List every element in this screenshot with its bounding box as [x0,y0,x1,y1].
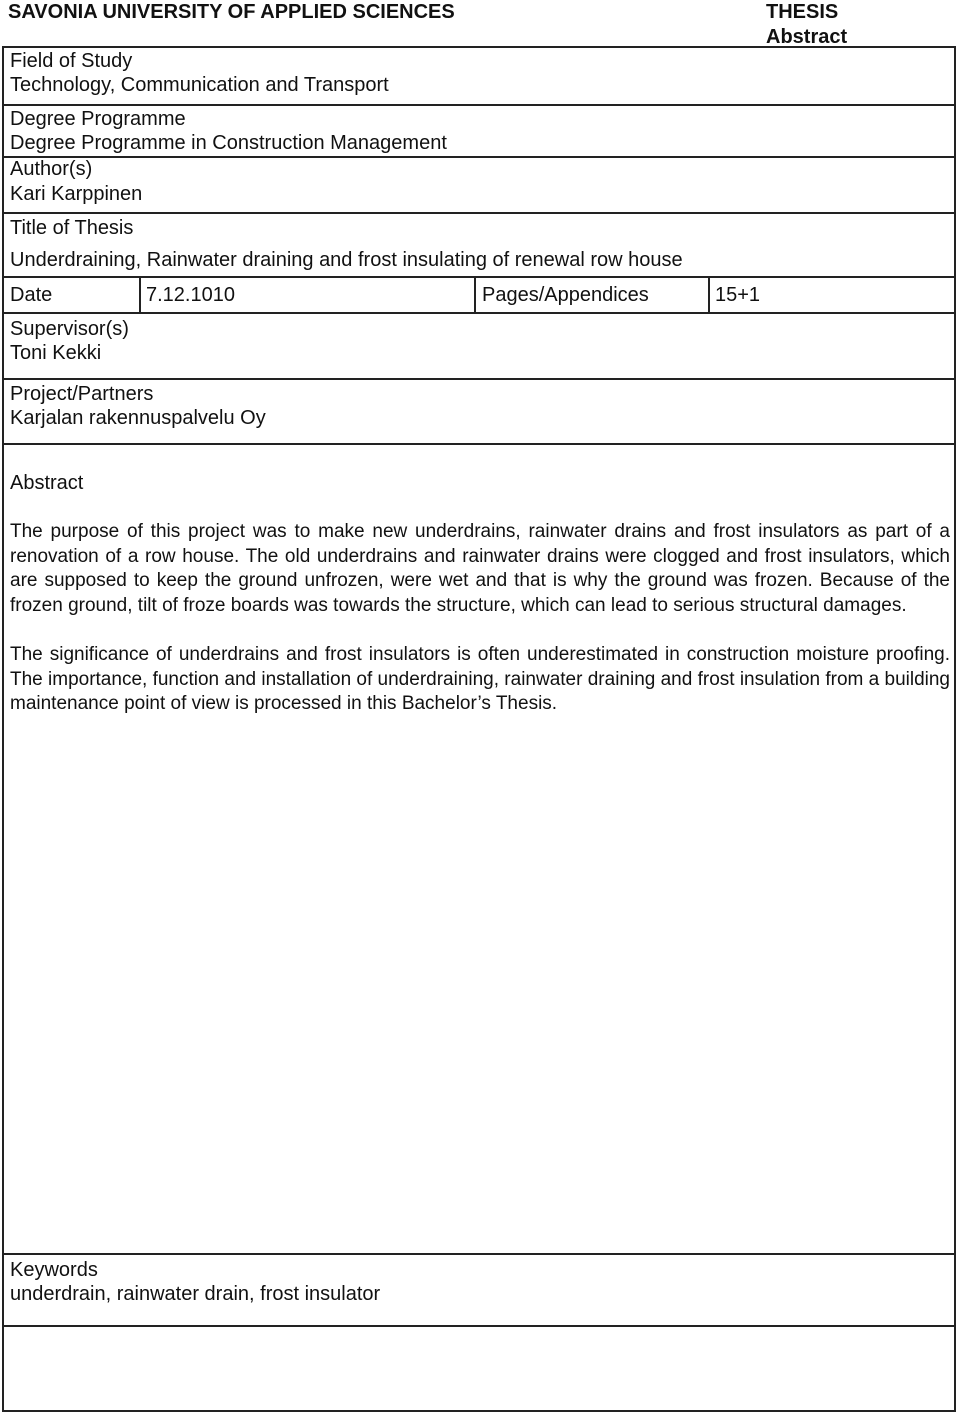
degree-programme-value: Degree Programme in Construction Management [10,132,447,154]
keywords-label: Keywords [10,1259,98,1281]
doc-subtype: Abstract [766,26,848,48]
degree-programme-label: Degree Programme [10,108,186,130]
supervisors-value: Toni Kekki [10,342,102,364]
divider-partners [2,443,956,445]
title-label: Title of Thesis [10,217,134,239]
date-row-divider-3 [708,276,710,312]
divider-supervisors [2,378,956,380]
partners-value: Karjalan rakennuspalvelu Oy [10,407,266,429]
divider-title [2,276,956,278]
date-label: Date [10,284,53,306]
abstract-paragraph-1: The purpose of this project was to make new underdrains, rainwater drains and frost insulators as part of a renovation of a row house. The old underdrains and rainwater drains were clogged and frost insulators, which are supposed to keep the ground unfrozen, were wet and that is why the ground was frozen. Because of the frozen ground, tilt of froze boards was towards the structure, which can lead to serious structural damages. [10,521,950,616]
divider-degree-programme [2,156,956,158]
supervisors-label: Supervisor(s) [10,318,129,340]
title-value: Underdraining, Rainwater draining and frost insulating of renewal row house [10,249,683,271]
divider-keywords [2,1325,956,1327]
date-row-divider-2 [474,276,476,312]
institution-name: SAVONIA UNIVERSITY OF APPLIED SCIENCES [8,1,455,23]
date-row-divider-1 [139,276,141,312]
keywords-value: underdrain, rainwater drain, frost insulator [10,1283,381,1305]
date-value: 7.12.1010 [146,284,235,306]
pages-value: 15+1 [715,284,761,306]
abstract-label: Abstract [10,472,84,494]
doc-type-block [766,0,847,50]
field-of-study-label: Field of Study [10,50,133,72]
abstract-paragraph-2: The significance of underdrains and frost insulators is often underestimated in construction moisture proofing. The importance, function and installation of underdraining, rainwater draining and frost insulation from a building maintenance point of view is processed in this Bachelor’s Thesis. [10,643,950,715]
divider-abstract [2,1253,956,1255]
authors-value: Kari Karppinen [10,183,143,205]
authors-label: Author(s) [10,158,93,180]
abstract-body [10,520,950,741]
divider-authors [2,212,956,214]
pages-label: Pages/Appendices [482,284,649,306]
doc-type: THESIS [766,1,839,23]
partners-label: Project/Partners [10,383,154,405]
divider-field-of-study [2,104,956,106]
divider-date-row [2,312,956,314]
field-of-study-value: Technology, Communication and Transport [10,74,389,96]
